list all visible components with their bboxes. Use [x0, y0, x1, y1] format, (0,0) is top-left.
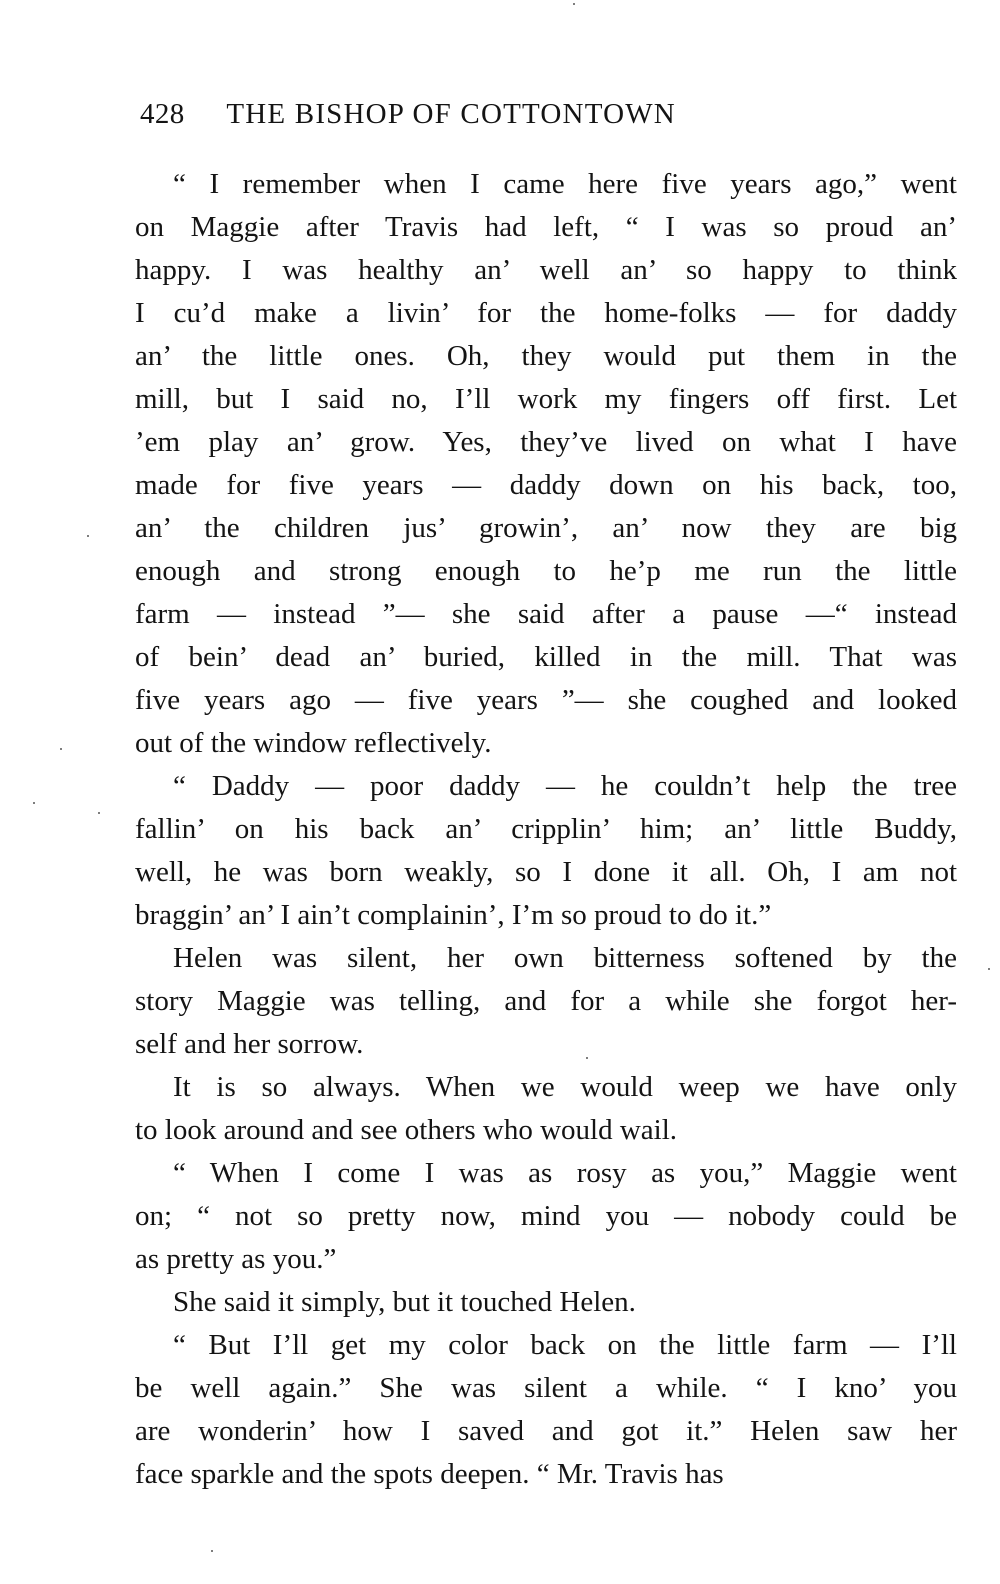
text-line: “ When I come I was as rosy as you,” Maggie went	[173, 1157, 957, 1189]
text-line: on Maggie after Travis had left, “ I was so proud an’	[135, 211, 957, 243]
text-line: story Maggie was telling, and for a while she forgot her-	[135, 985, 957, 1017]
paragraph	[135, 1152, 957, 1281]
paragraph	[135, 163, 957, 765]
body-text	[135, 163, 957, 1496]
text-line: “ But I’ll get my color back on the little farm — I’ll	[173, 1329, 957, 1361]
text-line: It is so always. When we would weep we have only	[173, 1071, 957, 1103]
text-line: to look around and see others who would wail.	[135, 1114, 678, 1146]
text-line: be well again.” She was silent a while. “ I kno’ you	[135, 1372, 957, 1404]
text-line: as pretty as you.”	[135, 1243, 337, 1275]
text-line: Helen was silent, her own bitterness softened by the	[173, 942, 957, 974]
text-line: an’ the little ones. Oh, they would put them in the	[135, 340, 957, 372]
text-line: ’em play an’ grow. Yes, they’ve lived on what I have	[135, 426, 957, 458]
print-speck	[60, 748, 62, 750]
running-title: THE BISHOP OF COTTONTOWN	[226, 98, 676, 130]
text-line: enough and strong enough to he’p me run the little	[135, 555, 957, 587]
text-line: fallin’ on his back an’ cripplin’ him; an’ little Buddy,	[135, 813, 957, 845]
text-line: are wonderin’ how I saved and got it.” Helen saw her	[135, 1415, 957, 1447]
text-line: an’ the children jus’ growin’, an’ now they are big	[135, 512, 957, 544]
text-line: self and her sorrow.	[135, 1028, 364, 1060]
print-speck	[586, 1057, 588, 1059]
print-speck	[211, 1550, 213, 1552]
page-number: 428	[140, 98, 185, 130]
text-line: on; “ not so pretty now, mind you — nobody could be	[135, 1200, 957, 1232]
text-line: of bein’ dead an’ buried, killed in the mill. That was	[135, 641, 957, 673]
print-speck	[988, 968, 990, 970]
paragraph	[135, 765, 957, 937]
text-line: well, he was born weakly, so I done it all. Oh, I am not	[135, 856, 957, 888]
paragraph	[135, 1066, 957, 1152]
text-line: out of the window reflectively.	[135, 727, 492, 759]
text-line: She said it simply, but it touched Helen.	[173, 1286, 636, 1318]
text-line: “ Daddy — poor daddy — he couldn’t help the tree	[173, 770, 957, 802]
print-speck	[573, 3, 575, 5]
print-speck	[87, 535, 89, 537]
print-speck	[33, 802, 35, 804]
page-header	[140, 98, 840, 138]
paragraph	[135, 1324, 957, 1496]
text-line: made for five years — daddy down on his back, too,	[135, 469, 957, 501]
text-line: five years ago — five years ”— she coughed and looked	[135, 684, 957, 716]
text-line: mill, but I said no, I’ll work my fingers off first. Let	[135, 383, 957, 415]
text-line: braggin’ an’ I ain’t complainin’, I’m so proud to do it.”	[135, 899, 772, 931]
paragraph	[135, 1281, 957, 1324]
text-line: I cu’d make a livin’ for the home-folks — for daddy	[135, 297, 957, 329]
print-speck	[98, 812, 100, 814]
text-line: “ I remember when I came here five years ago,” went	[173, 168, 957, 200]
paragraph	[135, 937, 957, 1066]
text-line: face sparkle and the spots deepen. “ Mr. Travis has	[135, 1458, 724, 1490]
text-line: farm — instead ”— she said after a pause —“ instead	[135, 598, 957, 630]
text-line: happy. I was healthy an’ well an’ so happy to think	[135, 254, 957, 286]
